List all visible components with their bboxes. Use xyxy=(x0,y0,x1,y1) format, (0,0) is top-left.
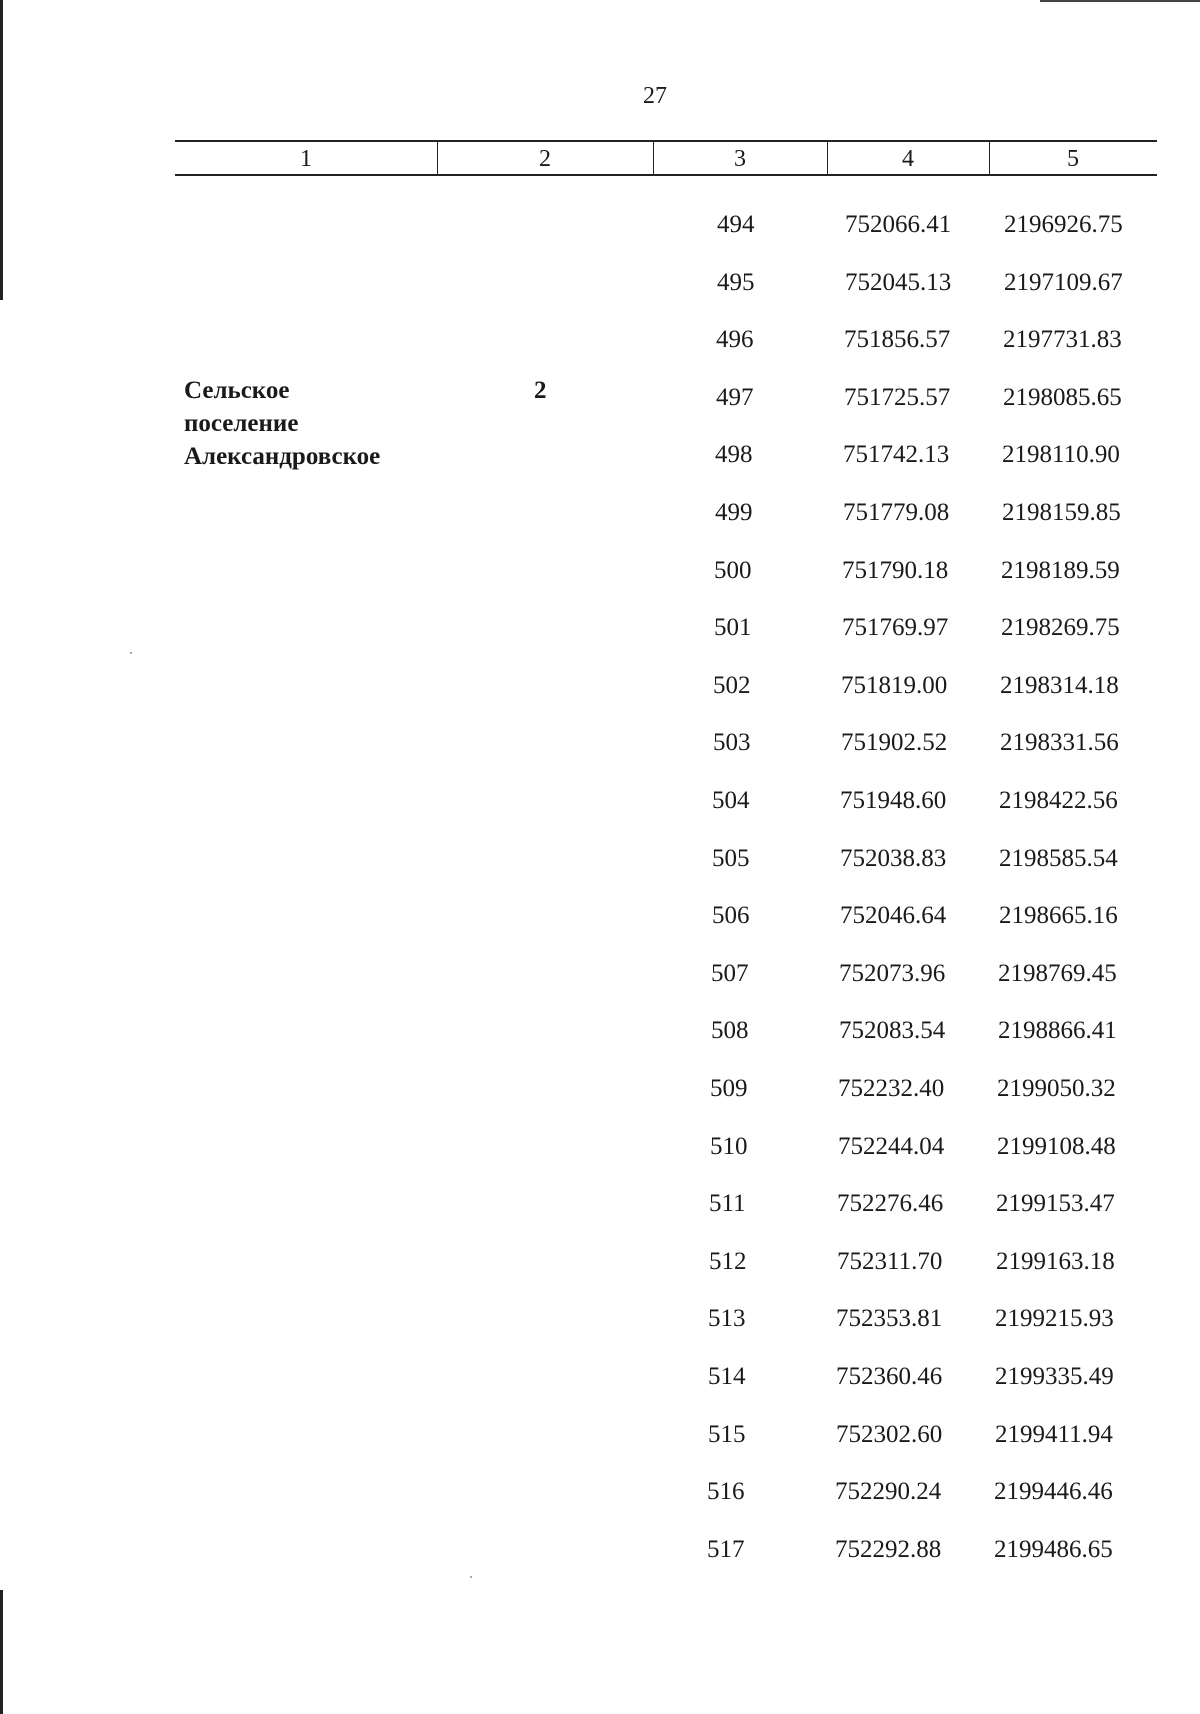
coordinate-y: 2198314.18 xyxy=(1000,672,1119,699)
point-number: 506 xyxy=(712,902,750,929)
point-number: 497 xyxy=(716,384,754,411)
point-number: 501 xyxy=(714,614,752,641)
coordinate-x: 752232.40 xyxy=(838,1075,945,1102)
point-number: 511 xyxy=(709,1190,746,1217)
point-number: 504 xyxy=(712,787,750,814)
table-row xyxy=(0,383,1200,413)
table-row xyxy=(0,1362,1200,1392)
header-col-1: 1 xyxy=(300,146,312,172)
point-number: 508 xyxy=(711,1017,749,1044)
point-number: 496 xyxy=(716,326,754,353)
coordinate-x: 752038.83 xyxy=(840,845,947,872)
coordinate-y: 2198866.41 xyxy=(998,1017,1117,1044)
coordinate-x: 751948.60 xyxy=(840,787,947,814)
point-number: 510 xyxy=(710,1133,748,1160)
table-row xyxy=(0,325,1200,355)
table-row xyxy=(0,728,1200,758)
table-row xyxy=(0,210,1200,240)
table-row xyxy=(0,786,1200,816)
table-row xyxy=(0,556,1200,586)
table-row xyxy=(0,1304,1200,1334)
coordinate-y: 2198085.65 xyxy=(1003,384,1122,411)
table-row xyxy=(0,1016,1200,1046)
settlement-name-line: Александровское xyxy=(184,443,381,470)
coordinate-y: 2199446.46 xyxy=(994,1478,1113,1505)
scan-edge-top xyxy=(1040,0,1200,2)
coordinate-y: 2198331.56 xyxy=(1000,729,1119,756)
coordinate-y: 2199335.49 xyxy=(995,1363,1114,1390)
coordinate-y: 2199153.47 xyxy=(996,1190,1115,1217)
table-row xyxy=(0,1535,1200,1565)
coordinate-y: 2197731.83 xyxy=(1003,326,1122,353)
header-col-3: 3 xyxy=(734,146,746,172)
point-number: 507 xyxy=(711,960,749,987)
point-number: 505 xyxy=(712,845,750,872)
coordinate-x: 752073.96 xyxy=(839,960,946,987)
point-number: 509 xyxy=(710,1075,748,1102)
settlement-name-line: поселение xyxy=(184,410,299,437)
header-top-rule xyxy=(175,140,1157,142)
point-number: 516 xyxy=(707,1478,745,1505)
coordinate-x: 752066.41 xyxy=(845,211,952,238)
header-col-4: 4 xyxy=(902,146,914,172)
coordinate-x: 752244.04 xyxy=(838,1133,945,1160)
scan-speck xyxy=(130,652,132,654)
table-row xyxy=(0,844,1200,874)
coordinate-y: 2198189.59 xyxy=(1001,557,1120,584)
coordinate-y: 2199163.18 xyxy=(996,1248,1115,1275)
table-row xyxy=(0,959,1200,989)
coordinate-y: 2198665.16 xyxy=(999,902,1118,929)
coordinate-x: 752311.70 xyxy=(837,1248,943,1275)
coordinate-y: 2199108.48 xyxy=(997,1133,1116,1160)
settlement-code: 2 xyxy=(534,377,547,404)
header-col-2: 2 xyxy=(539,146,551,172)
point-number: 499 xyxy=(715,499,753,526)
page-number: 27 xyxy=(643,83,667,109)
coordinate-x: 752046.64 xyxy=(840,902,947,929)
table-row xyxy=(0,498,1200,528)
coordinate-x: 752302.60 xyxy=(836,1421,943,1448)
coordinate-y: 2198585.54 xyxy=(999,845,1118,872)
table-row xyxy=(0,671,1200,701)
coordinate-x: 751819.00 xyxy=(841,672,948,699)
point-number: 503 xyxy=(713,729,751,756)
point-number: 517 xyxy=(707,1536,745,1563)
coordinate-x: 751902.52 xyxy=(841,729,948,756)
table-row xyxy=(0,901,1200,931)
table-row xyxy=(0,1420,1200,1450)
coordinate-y: 2198110.90 xyxy=(1002,441,1120,468)
coordinate-x: 752290.24 xyxy=(835,1478,942,1505)
scan-speck xyxy=(470,1576,472,1578)
coordinate-x: 751725.57 xyxy=(844,384,951,411)
coordinate-x: 751790.18 xyxy=(842,557,949,584)
table-row xyxy=(0,1247,1200,1277)
coordinate-y: 2198422.56 xyxy=(999,787,1118,814)
coordinate-x: 751742.13 xyxy=(843,441,950,468)
coordinate-x: 752292.88 xyxy=(835,1536,942,1563)
table-row xyxy=(0,613,1200,643)
coordinate-y: 2199411.94 xyxy=(995,1421,1113,1448)
point-number: 512 xyxy=(709,1248,747,1275)
point-number: 498 xyxy=(715,441,753,468)
coordinate-y: 2199486.65 xyxy=(994,1536,1113,1563)
header-col-5: 5 xyxy=(1067,146,1079,172)
header-bottom-rule xyxy=(175,174,1157,176)
table-row xyxy=(0,268,1200,298)
table-row xyxy=(0,1132,1200,1162)
point-number: 494 xyxy=(717,211,755,238)
point-number: 513 xyxy=(708,1305,746,1332)
table-row xyxy=(0,440,1200,470)
coordinate-x: 752276.46 xyxy=(837,1190,944,1217)
coordinate-y: 2198269.75 xyxy=(1001,614,1120,641)
point-number: 495 xyxy=(717,269,755,296)
coordinate-y: 2199215.93 xyxy=(995,1305,1114,1332)
settlement-name-line: Сельское xyxy=(184,377,290,404)
coordinate-y: 2198769.45 xyxy=(998,960,1117,987)
coordinate-x: 751779.08 xyxy=(843,499,950,526)
coordinate-x: 752360.46 xyxy=(836,1363,943,1390)
coordinate-x: 751769.97 xyxy=(842,614,949,641)
table-row xyxy=(0,1477,1200,1507)
scan-edge-left-bottom xyxy=(0,1590,3,1714)
coordinate-y: 2199050.32 xyxy=(997,1075,1116,1102)
coordinate-y: 2198159.85 xyxy=(1002,499,1121,526)
point-number: 514 xyxy=(708,1363,746,1390)
coordinate-y: 2197109.67 xyxy=(1004,269,1123,296)
coordinate-x: 752083.54 xyxy=(839,1017,946,1044)
coordinate-x: 751856.57 xyxy=(844,326,951,353)
coordinate-y: 2196926.75 xyxy=(1004,211,1123,238)
scan-edge-left xyxy=(0,0,3,300)
point-number: 515 xyxy=(708,1421,746,1448)
coordinate-x: 752045.13 xyxy=(845,269,952,296)
point-number: 500 xyxy=(714,557,752,584)
coordinate-x: 752353.81 xyxy=(836,1305,943,1332)
table-row xyxy=(0,1074,1200,1104)
table-row xyxy=(0,1189,1200,1219)
table-header xyxy=(175,140,1157,178)
point-number: 502 xyxy=(713,672,751,699)
